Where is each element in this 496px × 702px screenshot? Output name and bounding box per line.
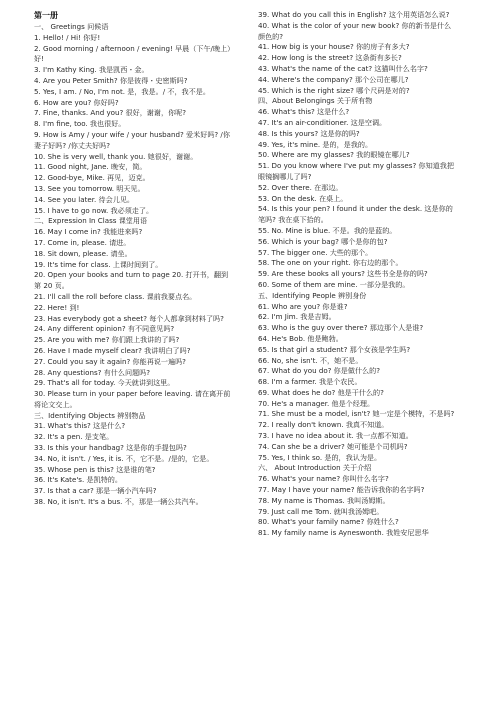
phrase-line: 三、Identifying Objects 辨别物品 <box>34 410 146 420</box>
phrase-line: 44. Where's the company? 那个公司在哪儿? <box>258 74 409 84</box>
phrase-line: 27. Could you say it again? 你能再说一遍吗? <box>34 356 186 366</box>
phrase-line: 49. Yes, it's mine. 是的，是我的。 <box>258 139 373 149</box>
phrase-line: 23. Has everybody got a sheet? 每个人都拿到材料了吗? <box>34 313 224 323</box>
phrase-line: 2. Good morning / afternoon / evening! 早晨（下午/晚上）好! <box>34 43 231 64</box>
phrase-line: 17. Come in, please. 请进。 <box>34 237 131 247</box>
phrase-line: 56. Which is your bag? 哪个是你的包? <box>258 236 388 246</box>
phrase-line: 40. What is the color of your new book? 你的新书是什么颜色的? <box>258 20 452 41</box>
phrase-line: 65. Is that girl a student? 那个女孩是学生吗? <box>258 344 411 354</box>
phrase-line: 6. How are you? 你好吗? <box>34 97 119 107</box>
phrase-line: 35. Whose pen is this? 这是谁的笔? <box>34 464 156 474</box>
phrase-line: 14. See you later. 待会儿见。 <box>34 194 135 204</box>
phrase-line: 57. The bigger one. 大些的那个。 <box>258 247 373 257</box>
phrase-line: 12. Good-bye, Mike. 再见，迈克。 <box>34 173 150 183</box>
phrase-line: 19. It's time for class. 上课时间到了。 <box>34 259 163 269</box>
phrase-line: 37. Is that a car? 那是一辆小汽车吗? <box>34 486 157 496</box>
phrase-line: 67. What do you do? 你是做什么的? <box>258 366 381 376</box>
phrase-line: 25. Are you with me? 你们跟上我讲的了吗? <box>34 335 180 345</box>
phrase-line: 18. Sit down, please. 请坐。 <box>34 248 132 258</box>
phrase-line: 32. It's a pen. 是支笔。 <box>34 432 114 442</box>
phrase-line: 69. What does he do? 他是干什么的? <box>258 387 384 397</box>
phrase-line: 7. Fine, thanks. And you? 很好，谢谢，你呢? <box>34 108 187 118</box>
phrase-line: 43. What's the name of the cat? 这猫叫什么名字? <box>258 63 428 73</box>
left-phrase-list <box>34 22 234 508</box>
phrase-line: 16. May I come in? 我能进来吗? <box>34 227 143 237</box>
phrase-line: 9. How is Amy / your wife / your husband? 爱米好吗? /你妻子好吗? /你丈夫好吗? <box>34 129 230 150</box>
phrase-line: 77. May I have your name? 能告诉我你的名字吗? <box>258 485 425 495</box>
phrase-line: 73. I have no idea about it. 我一点都不知道。 <box>258 431 413 441</box>
phrase-line: 26. Have I made myself clear? 我讲明白了吗? <box>34 345 191 355</box>
phrase-line: 72. I really don't known. 我真不知道。 <box>258 420 389 430</box>
phrase-line: 34. No, it isn't. / Yes, it is. 不，它不是。/是的，它是。 <box>34 453 214 463</box>
phrase-line: 3. I'm Kathy King. 我是凯西・金。 <box>34 65 149 75</box>
phrase-line: 50. Where are my glasses? 我的眼镜在哪儿? <box>258 150 410 160</box>
phrase-line: 64. He's Bob. 他是鲍勃。 <box>258 333 343 343</box>
page-title: 第一册 <box>34 11 58 20</box>
phrase-line: 15. I have to go now. 我必须走了。 <box>34 205 154 215</box>
phrase-line: 76. What's your name? 你叫什么名字? <box>258 474 389 484</box>
left-column <box>34 10 234 508</box>
phrase-line: 21. I'll call the roll before class. 课前我要点名。 <box>34 291 197 301</box>
phrase-line: 8. I'm fine, too. 我也很好。 <box>34 119 126 129</box>
phrase-line: 70. He's a manager. 他是个经理。 <box>258 398 375 408</box>
phrase-line: 28. Any questions? 有什么问题吗? <box>34 367 151 377</box>
phrase-line: 52. Over there. 在那边。 <box>258 182 343 192</box>
phrase-line: 68. I'm a farmer. 我是个农民。 <box>258 377 362 387</box>
phrase-line: 五、Identifying People 辨别身份 <box>258 290 367 300</box>
phrase-line: 10. She is very well, thank you. 她很好，谢谢。 <box>34 151 198 161</box>
phrase-line: 31. What's this? 这是什么? <box>34 421 126 431</box>
phrase-line: 78. My name is Thomas. 我叫汤姆斯。 <box>258 495 390 505</box>
phrase-line: 71. She must be a model, isn't? 她一定是个模特，不是吗? <box>258 409 455 419</box>
phrase-line: 54. Is this your pen? I found it under the desk. 这是你的笔吗? 我在桌下拾的。 <box>258 204 453 225</box>
phrase-line: 5. Yes, I am. / No, I'm not. 是，我是。/ 不，我不是。 <box>34 86 210 96</box>
phrase-line: 81. My family name is Ayneswonth. 我姓安尼思华 <box>258 528 429 538</box>
phrase-line: 41. How big is your house? 你的房子有多大? <box>258 42 410 52</box>
phrase-line: 33. Is this your handbag? 这是你的手提包吗? <box>34 443 187 453</box>
phrase-line: 53. On the desk. 在桌上。 <box>258 193 348 203</box>
phrase-line: 1. Hello! / Hi! 你好! <box>34 32 101 42</box>
right-column <box>258 10 458 539</box>
phrase-line: 79. Just call me Tom. 就叫我汤姆吧。 <box>258 506 384 516</box>
phrase-line: 63. Who is the guy over there? 那边那个人是谁? <box>258 323 424 333</box>
phrase-line: 39. What do you call this in English? 这个用英语怎么说? <box>258 10 450 19</box>
right-phrase-list <box>258 10 458 539</box>
phrase-line: 47. It's an air-conditioner. 这是空调。 <box>258 117 387 127</box>
phrase-line: 一、 Greetings 问候语 <box>34 22 109 31</box>
phrase-line: 58. The one on your right. 你右边的那个。 <box>258 258 403 268</box>
phrase-line: 38. No, it isn't. It's a bus. 不，那是一辆公共汽车。 <box>34 497 203 507</box>
phrase-line: 46. What's this? 这是什么? <box>258 107 350 117</box>
phrase-line: 二、Expression In Class 课堂用语 <box>34 216 148 226</box>
phrase-line: 20. Open your books and turn to page 20. 打开书，翻到第 20 页。 <box>34 270 229 291</box>
phrase-line: 55. No. Mine is blue. 不是。我的是蓝的。 <box>258 225 397 235</box>
phrase-line: 61. Who are you? 你是谁? <box>258 301 348 311</box>
phrase-line: 24. Any different opinion? 有不同意见吗? <box>34 324 175 334</box>
phrase-line: 59. Are these books all yours? 这些书全是你的吗? <box>258 269 428 279</box>
phrase-line: 11. Good night, Jane. 晚安，简。 <box>34 162 147 172</box>
phrase-line: 4. Are you Peter Smith? 你是彼得・史密斯吗? <box>34 75 188 85</box>
phrase-line: 74. Can she be a driver? 她可能是个司机吗? <box>258 441 408 451</box>
phrase-line: 13. See you tomorrow. 明天见。 <box>34 183 145 193</box>
phrase-line: 22. Here! 到! <box>34 302 80 312</box>
phrase-line: 48. Is this yours? 这是你的吗? <box>258 128 360 138</box>
phrase-line: 四、About Belongings 关于所有物 <box>258 96 373 106</box>
phrase-line: 80. What's your family name? 你姓什么? <box>258 517 399 527</box>
phrase-line: 66. No, she isn't. 不，她不是。 <box>258 355 363 365</box>
phrase-line: 29. That's all for today. 今天就讲到这里。 <box>34 378 175 388</box>
phrase-line: 75. Yes, I think so. 是的，我认为是。 <box>258 452 382 462</box>
phrase-line: 51. Do you know where I've put my glasses? 你知道我把眼镜搁哪儿了吗? <box>258 161 454 181</box>
phrase-line: 36. It's Kate's. 是凯特的。 <box>34 475 122 485</box>
phrase-line: 45. Which is the right size? 哪个尺码是对的? <box>258 85 410 95</box>
phrase-line: 42. How long is the street? 这条街有多长? <box>258 53 402 63</box>
phrase-line: 60. Some of them are mine. 一部分是我的。 <box>258 279 410 289</box>
phrase-line: 62. I'm Jim. 我是吉姆。 <box>258 312 336 322</box>
phrase-line: 30. Please turn in your paper before leaving. 请在离开前将论文交上。 <box>34 389 231 409</box>
phrase-line: 六、 About Introduction 关于介绍 <box>258 463 372 473</box>
